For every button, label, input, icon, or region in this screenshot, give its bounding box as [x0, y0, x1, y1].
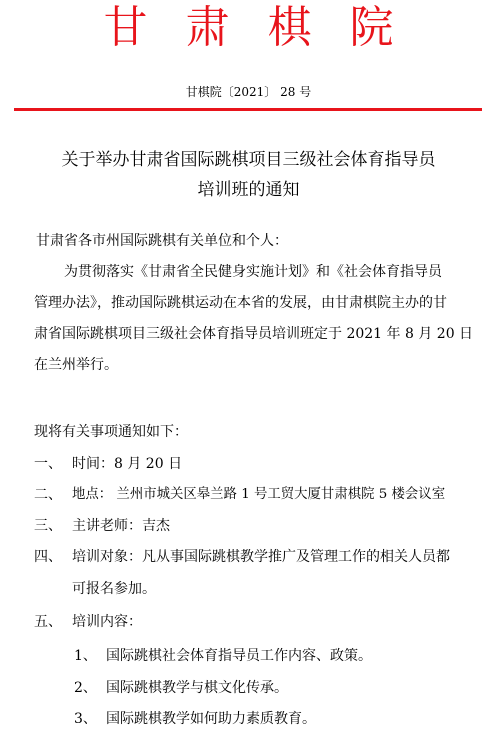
item-audience-line-2: 可报名参加。 — [72, 581, 156, 597]
intro-line-3: 肃省国际跳棋项目三级社会体育指导员培训班定于 2021 年 8 月 20 日 — [34, 326, 474, 342]
item-content-heading: 培训内容： — [72, 614, 142, 630]
intro-line-1: 为贯彻落实《甘肃省全民健身实施计划》和《社会体育指导员 — [64, 264, 442, 280]
item-number: 二、 — [34, 487, 62, 503]
masthead-org-name: 甘肃棋院 — [103, 2, 432, 53]
item-number: 一、 — [34, 456, 62, 472]
notice-title-line-1: 关于举办甘肃省国际跳棋项目三级社会体育指导员 — [61, 150, 436, 170]
content-item: 国际跳棋教学如何助力素质教育。 — [106, 711, 316, 727]
item-time: 时间：8 月 20 日 — [72, 456, 183, 472]
item-audience-line-1: 培训对象：凡从事国际跳棋教学推广及管理工作的相关人员都 — [72, 549, 450, 565]
item-number: 三、 — [34, 518, 62, 534]
item-lecturer: 主讲老师：吉杰 — [72, 518, 170, 534]
notice-lead: 现将有关事项通知如下： — [34, 424, 188, 440]
content-number: 2、 — [74, 680, 97, 696]
notice-title-line-2: 培训班的通知 — [197, 180, 300, 200]
document-number: 甘棋院〔2021〕 28 号 — [185, 85, 312, 99]
item-number: 四、 — [34, 549, 62, 565]
red-divider — [14, 108, 482, 111]
content-item: 国际跳棋社会体育指导员工作内容、政策。 — [106, 648, 372, 664]
content-item: 国际跳棋教学与棋文化传承。 — [106, 680, 288, 696]
intro-line-4: 在兰州举行。 — [34, 357, 118, 373]
salutation: 甘肃省各市州国际跳棋有关单位和个人： — [36, 233, 288, 249]
content-number: 1、 — [74, 648, 97, 664]
intro-line-2: 管理办法》，推动国际跳棋运动在本省的发展，由甘肃棋院主办的甘 — [34, 295, 447, 311]
item-number: 五、 — [34, 614, 62, 630]
item-location: 地点： 兰州市城关区皋兰路 1 号工贸大厦甘肃棋院 5 楼会议室 — [72, 487, 446, 502]
content-number: 3、 — [74, 711, 97, 727]
